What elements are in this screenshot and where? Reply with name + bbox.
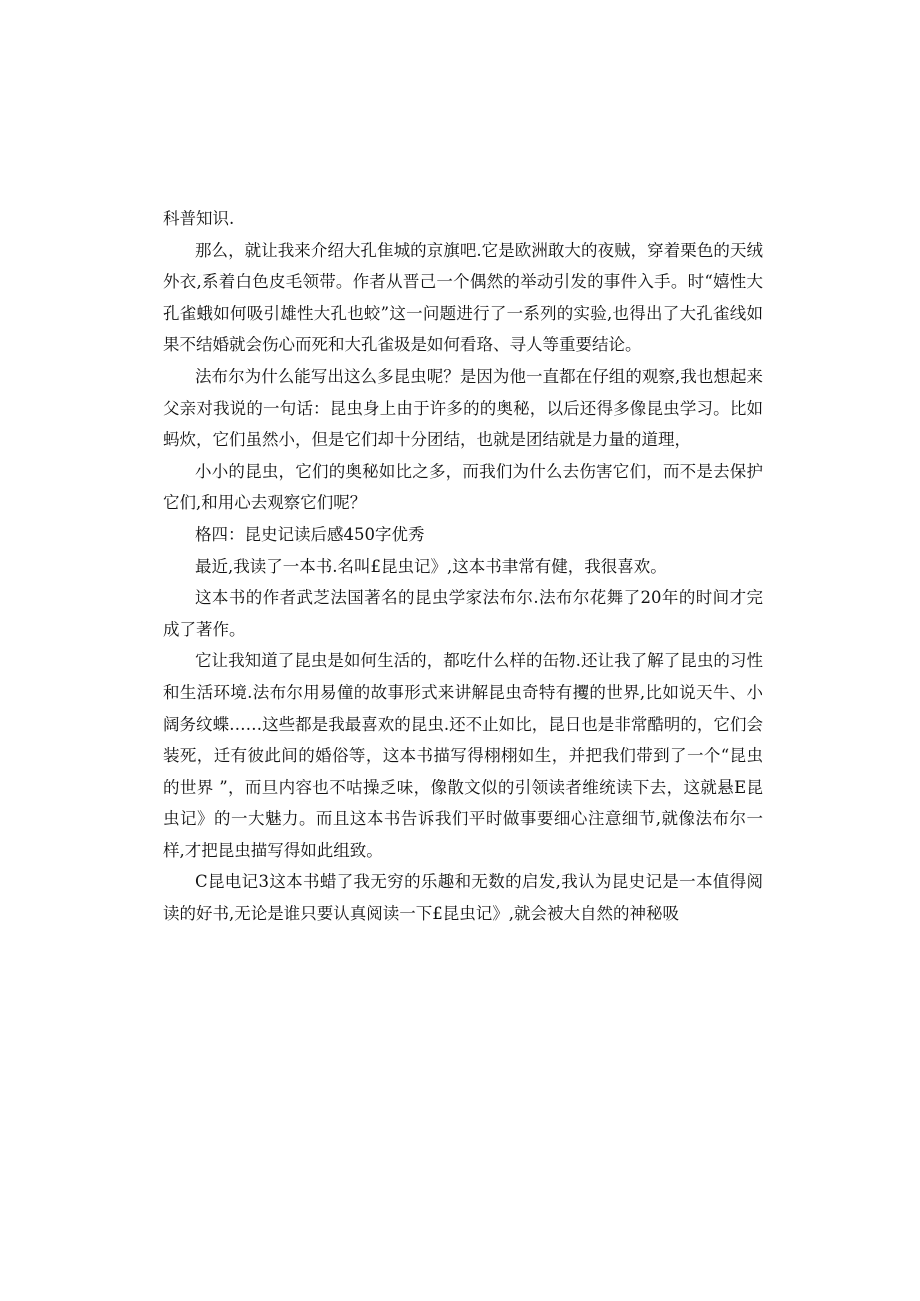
paragraph: 那么，就让我来介绍大孔隹城的京旗吧.它是欧洲敢大的夜贼，穿着栗色的天绒外衣,系着白色皮毛领带。作者从晋己一个偶然的举动引发的事件入手。时“嬉性大孔雀蛾如何吸引雄性大孔也蛟”这一问题进行了一系列的实验,也得出了大孔雀线如果不结婚就会伤心而死和大孔雀圾是如何看珞、寻人等重要结论。 [163,240,763,355]
paragraph: 它让我知道了昆虫是如何生活的，都吃什么样的缶物.还让我了解了昆虫的习性和生活环境.法布尔用易僮的故事形式来讲解昆虫奇特有攫的世界,比如说天牛、小阔务纹蝶……这些都是我最喜欢的昆虫.还不止如比，昆日也是非常酷明的，它们会装死，迁有彼此间的婚俗等，这本书描写得栩栩如生，并把我们带到了一个“昆虫的世界 ”，而旦内容也不咕操乏味，像散文似的引领读者维统读下去，这就悬E昆虫记》的一大魅力。而且这本书告诉我们平时做事要细心注意细节,就像法布尔一样,才把昆虫描写得如此组致。 [163,651,763,860]
paragraph: 法布尔为什么能写出这么多昆虫呢？是因为他一直都在仔组的观察,我也想起来父亲对我说的一句话：昆虫身上由于许多的的奥秘，以后还得多像昆虫学习。比如蚂炊，它们虽然小，但是它们却十分团结，也就是团结就是力量的道理， [163,366,763,450]
document-body [163,203,763,930]
paragraph: 小小的昆虫，它们的奥秘如比之多，而我们为什么去伤害它们，而不是去保护它们,和用心去观察它们呢？ [163,461,763,513]
section-heading: 格四：昆史记读后感450字优秀 [195,524,425,544]
paragraph: 最近,我读了一本书.名叫£昆虫记》,这本书聿常有健，我很喜欢。 [195,556,667,576]
paragraph: 科普知识. [163,209,235,228]
paragraph: 这本书的作者武芝法国著名的昆虫学家法布尔.法布尔花舞了20年的时间才完成了著作。 [163,588,763,639]
paragraph: C昆电记3这本书蜡了我无穷的乐趣和无数的启发,我认为昆史记是一本值得阅读的好书,无论是谁只要认真阅读一下£昆虫记》,就会被大自然的神秘吸 [163,872,763,924]
